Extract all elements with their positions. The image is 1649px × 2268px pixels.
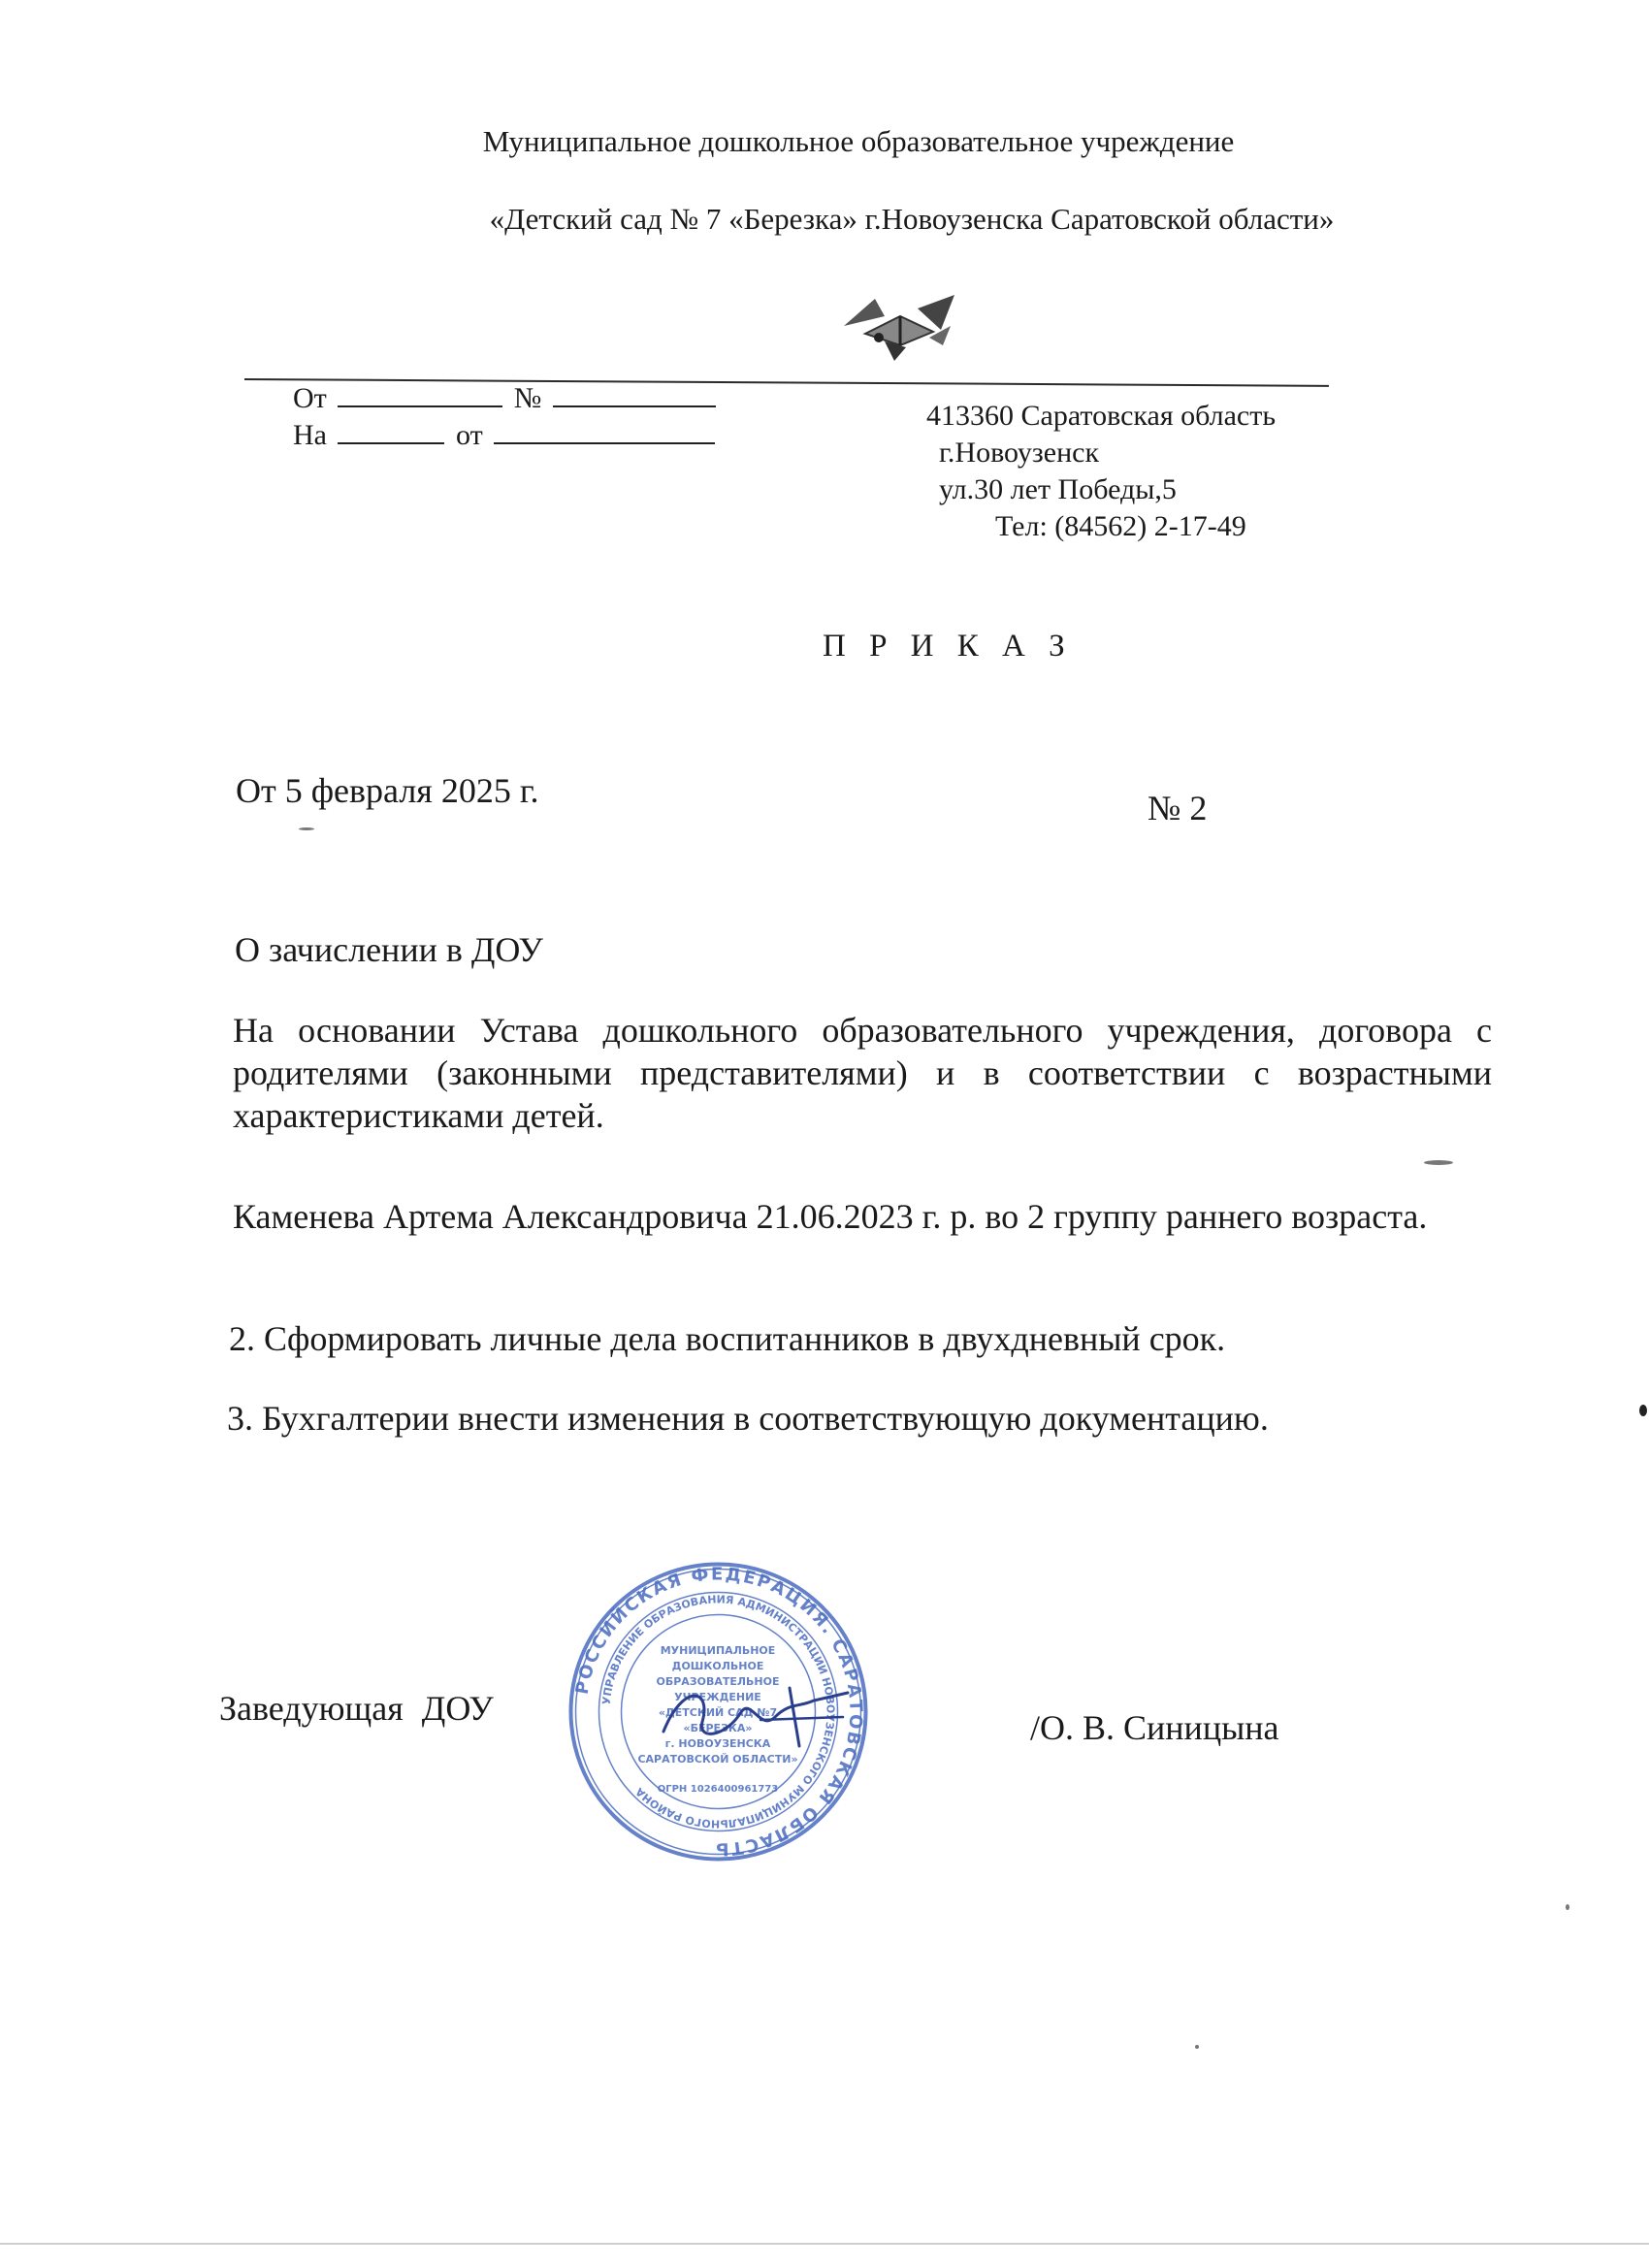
reference-date-blank xyxy=(494,417,715,444)
number-blank xyxy=(553,380,716,407)
date-blank xyxy=(338,380,502,407)
address-line: ул.30 лет Победы,5 xyxy=(939,473,1177,505)
stamp-center-line: САРАТОВСКОЙ ОБЛАСТИ» xyxy=(637,1753,798,1766)
stamp-center-line: МУНИЦИПАЛЬНОЕ xyxy=(660,1644,776,1657)
scan-speck xyxy=(299,827,314,830)
reference-blank xyxy=(338,417,444,444)
organization-subtitle: «Детский сад № 7 «Березка» г.Новоузенска Саратовской области» xyxy=(489,202,1335,236)
scan-speck xyxy=(1424,1160,1453,1165)
na-label: На xyxy=(293,419,327,451)
address-line: г.Новоузенск xyxy=(939,437,1100,469)
ot-label: От xyxy=(293,382,327,414)
scan-speck xyxy=(1566,1904,1569,1910)
order-item: 3. Бухгалтерии внести изменения в соответствующую документацию. xyxy=(227,1399,1269,1438)
order-date: От 5 февраля 2025 г. xyxy=(236,771,539,810)
stamp-center-line: «БЕРЕЗКА» xyxy=(683,1722,753,1734)
order-item: 2. Сформировать личные дела воспитанников в двухдневный срок. xyxy=(229,1319,1226,1358)
outgoing-number-row xyxy=(293,380,720,415)
basis-paragraph: На основании Устава дошкольного образовательного учреждения, договора с родителями (законными представителями) и в соответствии с возрастными характеристиками детей. xyxy=(233,1011,1492,1135)
stamp-center-line: ДОШКОЛЬНОЕ xyxy=(671,1660,764,1672)
enrollment-paragraph: Каменева Артема Александровича 21.06.2023 г. р. во 2 группу раннего возраста. xyxy=(233,1197,1428,1236)
phone-line: Тел: (84562) 2-17-49 xyxy=(995,510,1246,542)
stamp-outer-text: РОССИЙСКАЯ ФЕДЕРАЦИЯ. САРАТОВСКАЯ ОБЛАСТЬ xyxy=(571,1564,866,1860)
scan-edge-line xyxy=(0,2243,1649,2245)
stamp-center-line: «ДЕТСКИЙ САД №7 xyxy=(658,1706,778,1719)
handwritten-signature xyxy=(644,1664,857,1770)
signatory-name: /О. В. Синицына xyxy=(1030,1708,1279,1747)
from-label: от xyxy=(455,419,483,451)
scan-speck xyxy=(1195,2045,1199,2049)
stamp-center-line: ОБРАЗОВАТЕЛЬНОЕ xyxy=(656,1675,780,1688)
number-sign: № xyxy=(513,382,542,414)
stamp-center-line: УЧРЕЖДЕНИЕ xyxy=(674,1691,761,1703)
logo-icon xyxy=(836,287,964,367)
scan-speck xyxy=(1639,1405,1647,1416)
address-line: 413360 Саратовская область xyxy=(926,400,1277,432)
order-subject: О зачислении в ДОУ xyxy=(235,930,543,969)
stamp-ogrn: ОГРН 1026400961773 xyxy=(657,1784,779,1795)
organization-name: Муниципальное дошкольное образовательное учреждение xyxy=(482,124,1235,158)
stamp-center-line: г. НОВОУЗЕНСКА xyxy=(664,1737,771,1750)
signatory-position: Заведующая ДОУ xyxy=(219,1689,494,1728)
order-number: № 2 xyxy=(1148,789,1208,827)
document-title: П Р И К А З xyxy=(823,629,1073,664)
stamp-inner-ring-text: УПРАВЛЕНИЕ ОБРАЗОВАНИЯ АДМИНИСТРАЦИИ НОВОУЗЕНСКОГО МУНИЦИПАЛЬНОГО РАЙОНА xyxy=(599,1593,837,1831)
incoming-reference-row xyxy=(293,417,719,452)
